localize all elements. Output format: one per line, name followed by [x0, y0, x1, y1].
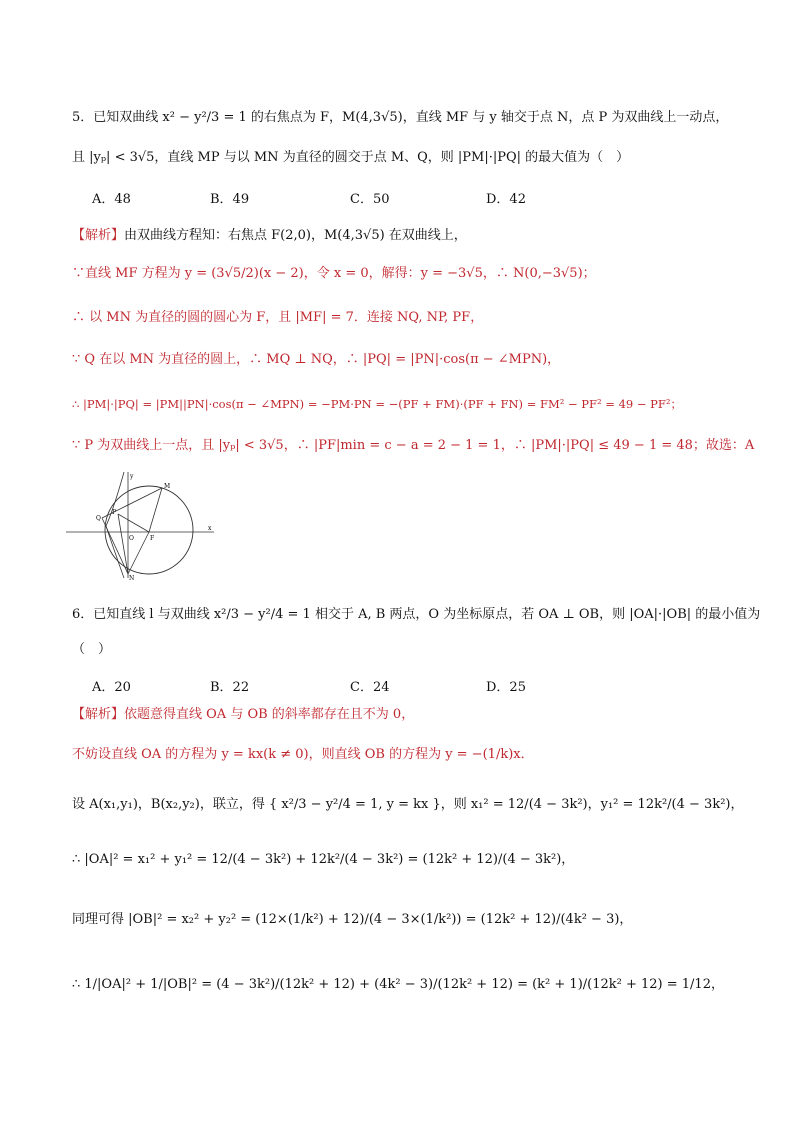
hyperbola-left-branch [106, 472, 124, 526]
q5-solution-text6: ∵ P 为双曲线上一点，且 |yₚ| < 3√5，∴ |PF|min = c − a = 2 − 1 = 1，∴ |PM|·|PQ| ≤ 49 − 1 = 48；故选： [72, 438, 745, 453]
q5-solution-text1: 由双曲线方程知：右焦点 F(2,0)，M(4,3√5) 在双曲线上， [124, 228, 467, 243]
label-n: N [129, 575, 135, 580]
label-p: P [112, 509, 117, 516]
q6-solution-line1 [72, 705, 732, 725]
segment-mf [149, 488, 162, 532]
q5-solution-line1 [72, 226, 732, 246]
segment-qn [102, 518, 128, 574]
q5-solution-line3: ∴ 以 MN 为直径的圆的圆心为 F，且 |MF| = 7．连接 NQ, NP, PF， [72, 310, 484, 325]
q6-solution-line6: ∴ 1/|OA|² + 1/|OB|² = (4 − 3k²)/(12k² + 12) + (4k² − 3)/(12k² + 12) = (k² + 1)/(12k² + 12) = 1/12， [72, 977, 724, 992]
label-m: M [164, 483, 171, 490]
q6-solution-line2: 不妨设直线 OA 的方程为 y = kx(k ≠ 0)，则直线 OB 的方程为 y = −(1/k)x． [72, 747, 534, 762]
q6-stem-line1: 6．已知直线 l 与双曲线 x²/3 − y²/4 = 1 相交于 A, B 两点，O 为坐标原点，若 OA ⊥ OB，则 |OA|·|OB| 的最小值为 [72, 607, 761, 622]
label-y: y [130, 473, 134, 480]
label-x: x [208, 525, 212, 532]
q5-solution-line6 [72, 436, 755, 456]
q5-answer: A [744, 438, 755, 453]
q6-option-d: D．25 [486, 680, 526, 695]
q6-solution-text1: 依题意得直线 OA 与 OB 的斜率都存在且不为 0， [124, 707, 415, 722]
segment-pf [118, 514, 149, 532]
segment-mq [102, 488, 162, 518]
q5-solution-line4: ∵ Q 在以 MN 为直径的圆上，∴ MQ ⊥ NQ，∴ |PQ| = |PN|·cos(π − ∠MPN)， [72, 352, 561, 367]
q5-jiexi-tag: 【解析】 [72, 228, 125, 243]
q5-option-d: D．42 [486, 192, 526, 207]
q6-option-c: C．24 [350, 680, 390, 695]
q6-solution-line5: 同理可得 |OB|² = x₂² + y₂² = (12×(1/k²) + 12)/(4 − 3×(1/k²)) = (12k² + 12)/(4k² − 3)， [72, 912, 633, 927]
q5-stem-line2: 且 |yₚ| < 3√5，直线 MP 与以 MN 为直径的圆交于点 M、Q，则 |PM|·|PQ| 的最大值为（ ） [72, 150, 630, 165]
q5-solution-line2: ∵直线 MF 方程为 y = (3√5/2)(x − 2)，令 x = 0，解得：y = −3√5，∴ N(0,−3√5)； [72, 266, 596, 281]
circle-hyperbola-figure [66, 470, 216, 580]
q6-solution-line4: ∴ |OA|² = x₁² + y₁² = 12/(4 − 3k²) + 12k²/(4 − 3k²) = (12k² + 12)/(4 − 3k²)， [72, 852, 575, 867]
q5-solution-line5: ∴ |PM|·|PQ| = |PM||PN|·cos(π − ∠MPN) = −PM·PN = −(PF + FM)·(PF + FN) = FM² − PF² = 49 − PF²； [72, 397, 682, 411]
q5-option-c: C．50 [350, 192, 390, 207]
q5-option-b: B．49 [210, 192, 250, 207]
label-q: Q [96, 515, 101, 522]
q5-option-a: A．48 [92, 192, 131, 207]
q6-option-b: B．22 [210, 680, 250, 695]
q5-stem-line1: 5．已知双曲线 x² − y²/3 = 1 的右焦点为 F，M(4,3√5)，直线 MF 与 y 轴交于点 N，点 P 为双曲线上一动点， [72, 110, 729, 125]
label-o: O [129, 535, 134, 542]
q6-solution-line3: 设 A(x₁,y₁)，B(x₂,y₂)，联立，得 { x²/3 − y²/4 = 1, y = kx }，则 x₁² = 12/(4 − 3k²)，y₁² = 12k²/(4 − 3k²)， [72, 797, 744, 812]
label-f: F [150, 535, 155, 542]
q6-jiexi-tag: 【解析】 [72, 707, 125, 722]
q6-stem-line2: （ ） [72, 642, 112, 657]
q6-option-a: A．20 [92, 680, 131, 695]
